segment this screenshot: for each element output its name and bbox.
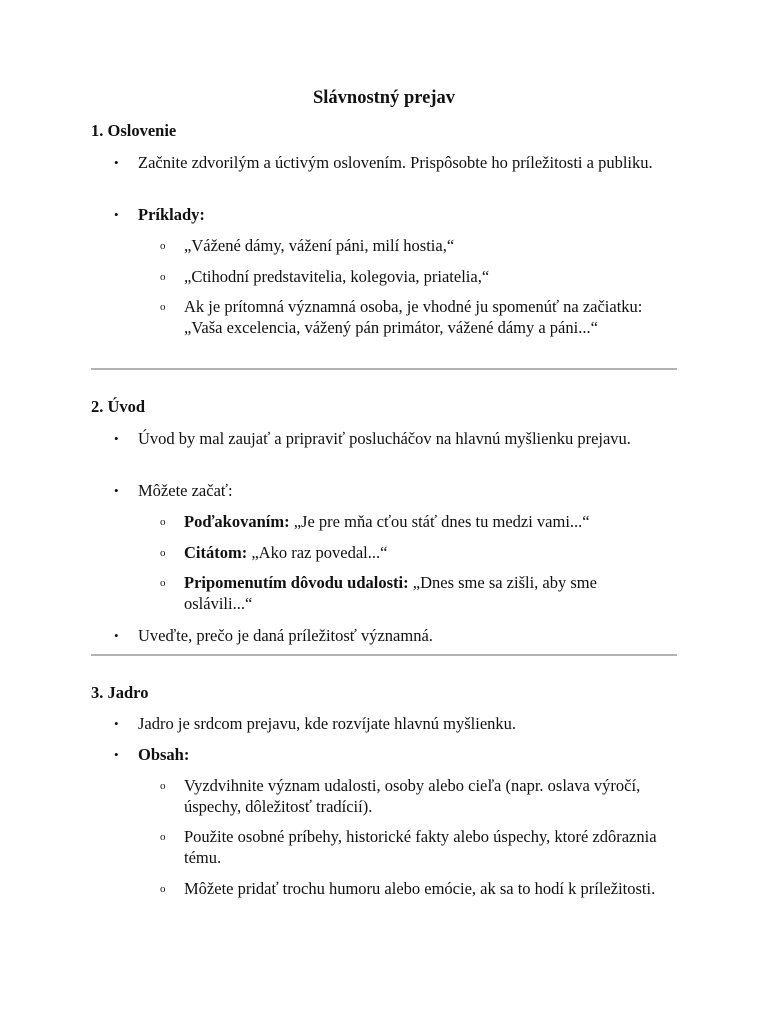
sub-item-label: Citátom: [184, 543, 248, 562]
sub-bullet-marker: o [160, 271, 166, 283]
sub-bullet-marker: o [160, 301, 166, 313]
sub-bullet-marker: o [160, 547, 166, 559]
section-divider [91, 654, 677, 656]
sub-list-item: Použite osobné príbehy, historické fakty alebo úspechy, ktoré zdôraznia tému. [184, 827, 657, 867]
sub-item-text: „Ako raz povedal...“ [247, 543, 388, 562]
sub-list-item [184, 572, 664, 614]
section-heading-jadro: 3. Jadro [91, 683, 149, 702]
sub-list-item [184, 542, 664, 563]
sub-list-item: Ak je prítomná významná osoba, je vhodné ju spomenúť na začiatku: „Vaša excelencia, vážený pán primátor, vážené dámy a páni...“ [184, 297, 643, 337]
list-item: Úvod by mal zaujať a pripraviť poslucháčov na hlavnú myšlienku prejavu. [138, 429, 631, 448]
list-item: Začnite zdvorilým a úctivým oslovením. Prispôsobte ho príležitosti a publiku. [138, 153, 653, 172]
sub-item-label: Poďakovaním: [184, 512, 290, 531]
list-item: Uveďte, prečo je daná príležitosť významná. [138, 626, 433, 645]
list-item: Obsah: [138, 745, 190, 764]
list-item: Príklady: [138, 205, 205, 224]
list-item: Môžete začať: [138, 481, 233, 500]
sub-list-item: „Vážené dámy, vážení páni, milí hostia,“ [184, 236, 455, 255]
sub-bullet-marker: o [160, 577, 166, 589]
sub-item-text: „Je pre mňa cťou stáť dnes tu medzi vami...“ [289, 512, 590, 531]
sub-list-item: „Ctihodní predstavitelia, kolegovia, priatelia,“ [184, 267, 490, 286]
sub-bullet-marker: o [160, 516, 166, 528]
section-heading-oslovenie: 1. Oslovenie [91, 121, 177, 140]
sub-list-item [184, 511, 664, 532]
sub-bullet-marker: o [160, 780, 166, 792]
sub-item-label: Pripomenutím dôvodu udalosti: [184, 573, 409, 592]
sub-bullet-marker: o [160, 883, 166, 895]
list-item: Jadro je srdcom prejavu, kde rozvíjate hlavnú myšlienku. [138, 714, 517, 733]
section-heading-uvod: 2. Úvod [91, 397, 146, 416]
sub-bullet-marker: o [160, 831, 166, 843]
section-divider [91, 368, 677, 370]
sub-item-text: „Dnes sme sa zišli, aby sme oslávili...“ [184, 573, 597, 613]
sub-list-item: Vyzdvihnite význam udalosti, osoby alebo cieľa (napr. oslava výročí, úspechy, dôležitosť tradícií). [184, 776, 641, 816]
sub-list-item: Môžete pridať trochu humoru alebo emócie, ak sa to hodí k príležitosti. [184, 879, 656, 898]
sub-bullet-marker: o [160, 240, 166, 252]
document-page: Slávnostný prejav 1. Oslovenie • Začnite zdvorilým a úctivým oslovením. Prispôsobte ho príležitosti a publiku. • Príklady: o „Vážené dámy, vážení páni, milí hostia,“ o „Ctihodní predstavitelia, kolegovia, priatelia,“ o Ak je prítomná významná osoba, je vhodné ju spomenúť na začiatku: „Vaša excelencia, vážený pán primátor, vážené dámy a páni...“ 2. Úvod • Úvod by mal zaujať a pripraviť poslucháčov na hlavnú myšlienku prejavu. • Môžete začať: o Poďakovaním: „Je pre mňa cťou stáť dnes tu medzi vami...“ o Citátom: „Ako raz povedal...“ o Pripomenutím dôvodu udalosti: „Dnes sme sa zišli, aby sme oslávili...“ • Uveďte, prečo je daná príležitosť významná. 3. Jadro • Jadro je srdcom prejavu, kde rozvíjate hlavnú myšlienku. • Obsah: o Vyzdvihnite význam udalosti, osoby alebo cieľa (napr. oslava výročí, úspechy, dôležitosť tradícií). o Použite osobné príbehy, historické fakty alebo úspechy, ktoré zdôraznia tému. o Môžete pridať trochu humoru alebo emócie, ak sa to hodí k príležitosti. [0, 0, 768, 1024]
document-title: Slávnostný prejav [312, 88, 456, 108]
